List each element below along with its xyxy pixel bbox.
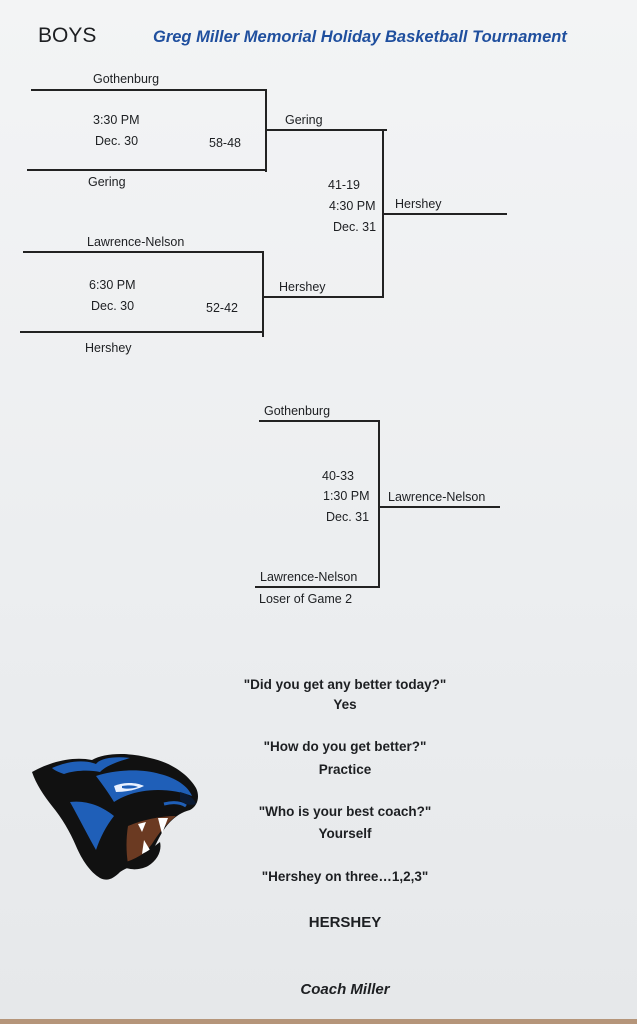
quote-question: "Did you get any better today?" [243, 677, 447, 692]
consolation-note: Loser of Game 2 [259, 592, 353, 606]
game2-time: 6:30 PM [89, 278, 136, 292]
game2-date: Dec. 30 [91, 299, 135, 313]
tournament-title: Greg Miller Memorial Holiday Basketball Tournament [153, 28, 567, 46]
quote-question: "How do you get better?" [263, 739, 427, 754]
game1-date: Dec. 30 [95, 134, 139, 148]
consolation-time: 1:30 PM [323, 489, 370, 503]
consolation-bottom-line [255, 586, 380, 588]
championship-score: 41-19 [328, 178, 360, 192]
chant-text: "Hershey on three…1,2,3" [261, 869, 429, 884]
championship-time: 4:30 PM [329, 199, 376, 213]
game1-bottom-line [27, 169, 267, 171]
game2-top-line [23, 251, 264, 253]
game1-time: 3:30 PM [93, 113, 140, 127]
panther-head-icon [30, 750, 202, 882]
game2-bottom-line [20, 331, 264, 333]
floor-strip [0, 1019, 637, 1024]
quote-question: "Who is your best coach?" [258, 804, 432, 819]
hershey-shout: HERSHEY [308, 914, 382, 931]
game2-winner: Hershey [279, 280, 326, 294]
quote-answer: Practice [318, 762, 372, 777]
division-label: BOYS [38, 24, 97, 47]
game1-top-line [31, 89, 267, 91]
game1-winner: Gering [285, 113, 323, 127]
game2-winner-line [262, 296, 384, 298]
game2-score: 52-42 [206, 301, 238, 315]
consolation-top-line [259, 420, 380, 422]
game2-team-bottom: Hershey [85, 341, 132, 355]
game2-team-top: Lawrence-Nelson [87, 235, 185, 249]
quote-answer: Yourself [318, 826, 372, 841]
coach-signature: Coach Miller [300, 981, 390, 998]
game2-vertical-line [262, 251, 264, 337]
game1-team-top: Gothenburg [93, 72, 160, 86]
consolation-team-bottom: Lawrence-Nelson [260, 570, 358, 584]
quote-answer: Yes [333, 697, 357, 712]
champion-line [382, 213, 507, 215]
consolation-vertical-line [378, 420, 380, 588]
champion-team: Hershey [395, 197, 442, 211]
game1-winner-line [265, 129, 387, 131]
game1-score: 58-48 [209, 136, 241, 150]
consolation-date: Dec. 31 [326, 510, 370, 524]
championship-date: Dec. 31 [333, 220, 377, 234]
consolation-team-top: Gothenburg [264, 404, 331, 418]
consolation-winner-line [378, 506, 500, 508]
game1-team-bottom: Gering [88, 175, 126, 189]
consolation-winner: Lawrence-Nelson [388, 490, 486, 504]
consolation-score: 40-33 [322, 469, 354, 483]
